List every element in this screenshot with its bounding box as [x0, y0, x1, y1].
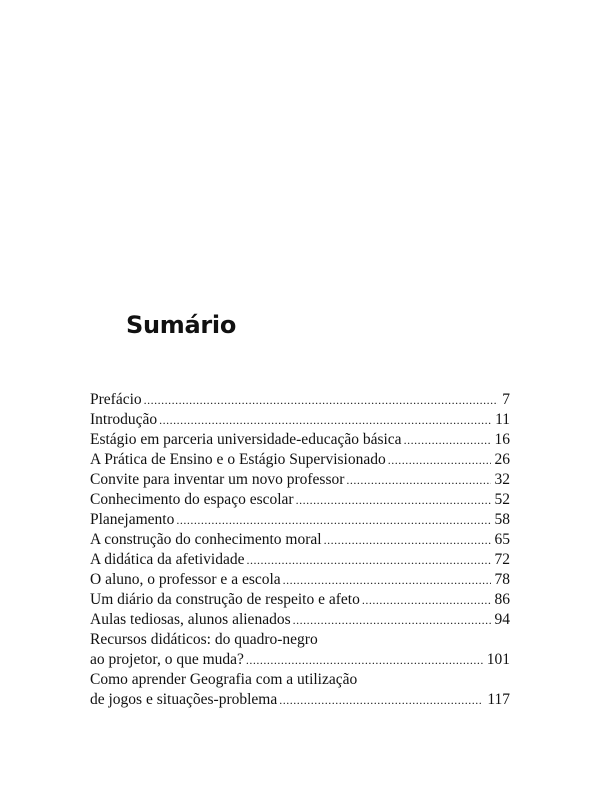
toc-page-number: 101	[486, 651, 510, 668]
toc-page-number: 11	[495, 411, 510, 428]
dot-leader	[293, 610, 491, 630]
dot-leader	[362, 590, 491, 610]
toc-line	[90, 510, 510, 530]
toc-entry-aluno-professor-escola[interactable]	[90, 570, 510, 590]
toc-page-number: 32	[494, 471, 510, 488]
toc-entry-title: Um diário da construção de respeito e afeto	[90, 591, 360, 608]
toc-entry-title: Estágio em parceria universidade-educação básica	[90, 431, 402, 448]
toc-line	[90, 610, 510, 630]
toc-entry-title: A didática da afetividade	[90, 551, 245, 568]
toc-entry-diario[interactable]	[90, 590, 510, 610]
toc-entry-title: Planejamento	[90, 511, 175, 528]
toc-entry-title-line-2: de jogos e situações-problema	[90, 691, 278, 708]
dot-leader	[159, 410, 491, 430]
toc-entry-afetividade[interactable]	[90, 550, 510, 570]
toc-page-number: 72	[494, 551, 510, 568]
toc-entry-title: A Prática de Ensino e o Estágio Supervisionado	[90, 451, 386, 468]
toc-entry-estagio-parceria[interactable]	[90, 430, 510, 450]
toc-page-number: 117	[487, 691, 510, 708]
toc-page-number: 26	[494, 451, 510, 468]
dot-leader	[144, 390, 499, 410]
toc-entry-aulas-tediosas[interactable]	[90, 610, 510, 630]
toc-entry-aprender-geografia[interactable]	[90, 670, 510, 710]
toc-line	[90, 590, 510, 610]
toc-entry-title-line-1: Como aprender Geografia com a utilização	[90, 671, 358, 688]
toc-entry-introducao[interactable]	[90, 410, 510, 430]
toc-entry-convite[interactable]	[90, 470, 510, 490]
toc-page-number: 86	[494, 591, 510, 608]
toc-line	[90, 450, 510, 470]
toc-line	[90, 650, 510, 670]
toc-line	[90, 470, 510, 490]
toc-entry-espaco-escolar[interactable]	[90, 490, 510, 510]
toc-line	[90, 390, 510, 410]
toc-entry-title: O aluno, o professor e a escola	[90, 571, 281, 588]
toc-entry-title: Prefácio	[90, 391, 142, 408]
toc-line	[90, 550, 510, 570]
dot-leader	[346, 470, 490, 490]
toc-page-number: 52	[494, 491, 510, 508]
toc-line	[90, 690, 510, 710]
toc-entry-prefacio[interactable]	[90, 390, 510, 410]
toc-entry-pratica-de-ensino[interactable]	[90, 450, 510, 470]
toc-entry-recursos-didaticos[interactable]	[90, 630, 510, 670]
toc-entry-title: Convite para inventar um novo professor	[90, 471, 345, 488]
page-title: Sumário	[126, 311, 237, 339]
toc-entry-title: Introdução	[90, 411, 158, 428]
toc-page-number: 58	[494, 511, 510, 528]
table-of-contents	[90, 390, 510, 710]
dot-leader	[324, 530, 491, 550]
toc-entry-title-line-2: ao projetor, o que muda?	[90, 651, 244, 668]
toc-line	[90, 530, 510, 550]
toc-entry-planejamento[interactable]	[90, 510, 510, 530]
dot-leader	[404, 430, 491, 450]
dot-leader	[388, 450, 491, 470]
dot-leader	[296, 490, 491, 510]
toc-page-number: 65	[494, 531, 510, 548]
dot-leader	[246, 650, 483, 670]
toc-line	[90, 570, 510, 590]
toc-line	[90, 430, 510, 450]
toc-page-number: 7	[502, 391, 510, 408]
toc-page-number: 16	[494, 431, 510, 448]
toc-line	[90, 490, 510, 510]
toc-entry-title-line-1: Recursos didáticos: do quadro-negro	[90, 631, 318, 648]
dot-leader	[247, 550, 491, 570]
dot-leader	[176, 510, 490, 530]
dot-leader	[279, 690, 483, 710]
dot-leader	[283, 570, 491, 590]
toc-entry-title: A construção do conhecimento moral	[90, 531, 322, 548]
toc-page-number: 94	[494, 611, 510, 628]
toc-page-number: 78	[494, 571, 510, 588]
toc-entry-title: Aulas tediosas, alunos alienados	[90, 611, 291, 628]
toc-line	[90, 410, 510, 430]
toc-entry-title: Conhecimento do espaço escolar	[90, 491, 294, 508]
toc-entry-conhecimento-moral[interactable]	[90, 530, 510, 550]
